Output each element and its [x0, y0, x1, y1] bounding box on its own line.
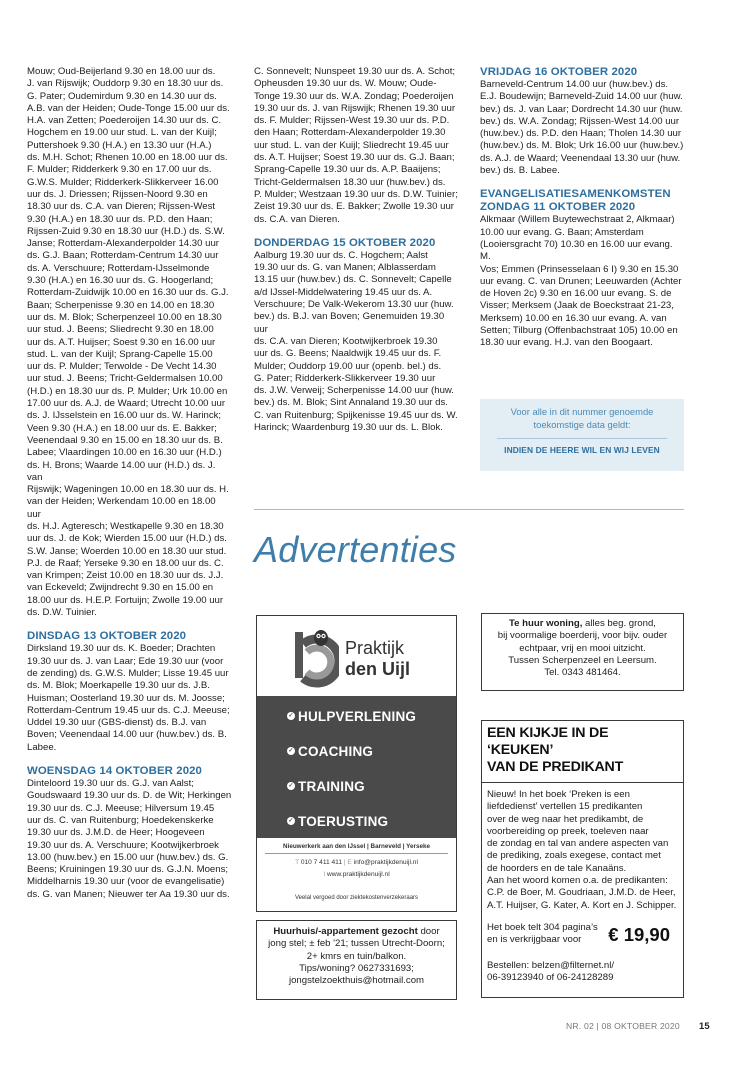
check-icon: ✓ — [288, 818, 294, 825]
check-icon: ✓ — [288, 713, 294, 720]
text-line: Alkmaar (Willem Buytewechstraat 2, Alkmaar) — [480, 214, 675, 226]
ad-line: Tips/woning? 0627331693; — [299, 962, 414, 974]
service-label: TRAINING — [298, 779, 365, 794]
ads-divider — [254, 509, 684, 510]
text-line: bev.) ds. J. van Laar; Dordrecht 14.30 uur (huw. — [480, 103, 683, 115]
text-line: ds. H. Brons; Waarde 14.00 uur (H.D.) ds. J. van — [27, 459, 216, 483]
text-line: 10.00 uur evang. G. Baan; Amsterdam — [480, 226, 644, 238]
text-line: Hogchem en 19.00 uur stud. L. van der Kuijl; — [27, 127, 217, 139]
text-line: G. Pater; Oudemirdum 9.30 en 14.30 uur ds. — [27, 90, 217, 102]
text-line: Harinck; Waardenburg 19.30 uur ds. L. Blok. — [254, 422, 443, 434]
text-line: uur stud. J. Beens; Sliedrecht 9.30 en 18.00 — [27, 324, 214, 336]
text-line: ds. H.J. Agteresch; Westkapelle 9.30 en 18.30 — [27, 520, 224, 532]
text-line: Labee; Vlaardingen 10.00 en 16.30 uur (H.D.) — [27, 447, 222, 459]
text-line: 19.30 uur ds. A. Verschuure; Kootwijkerbroek — [27, 839, 219, 851]
text-line: 19.30 uur ds. C.J. Meeuse; Hilversum 19.45 — [27, 802, 215, 814]
listing-paragraph — [27, 66, 232, 619]
text-line: C. van Ruitenburg; Spijkenisse 19.45 uur ds. W. — [254, 409, 458, 421]
text-line: stud. L. van der Kuijl; Sprang-Capelle 15.00 — [27, 348, 213, 360]
book-order-line: 06-39123940 of 06-24128289 — [487, 972, 614, 984]
contact-divider — [265, 853, 448, 854]
text-line: Middelharnis 19.30 uur (voor de evangelisatie) — [27, 876, 225, 888]
ad-book-preken — [481, 720, 684, 998]
ad-house-wanted-title: Huurhuis/-appartement gezocht — [273, 926, 418, 937]
text-line: G. Pater; Ridderkerk-Slikkerveer 19.30 uur — [254, 372, 436, 384]
location-list: Nieuwerkerk aan den IJssel | Barneveld | Yerseke — [283, 843, 430, 850]
text-line: 19.30 uur ds. J.M.D. de Heer; Hoogeveen — [27, 827, 205, 839]
text-line: Huisman; Oosterland 19.30 uur ds. M. Joosse; — [27, 692, 225, 704]
text-line: 13.15 uur (huw.bev.) ds. C. Sonnevelt; Capelle — [254, 274, 452, 286]
ad-house-for-rent-title: Te huur woning, — [509, 618, 583, 629]
text-line: E.J. Boudewijn; Barneveld-Zuid 14.00 uur (huw. — [480, 91, 683, 103]
text-line: ds. J.W. Verweij; Scherpenisse 14.00 uur (huw. — [254, 385, 454, 397]
text-line: Mulder; Ouddorp 19.00 uur (openb. bel.) ds. — [254, 360, 442, 372]
text-line: uur ds. P. Mulder; Terwolde - De Vecht 14.30 — [27, 361, 217, 373]
text-line: den Haan; Rotterdam-Alexanderpolder 19.30 — [254, 127, 446, 139]
text-line: ds. A. Verschuure; Rotterdam-IJsselmonde — [27, 262, 210, 274]
text-line: Baan; Scherpenisse 9.30 en 14.00 en 18.30 — [27, 299, 215, 311]
listing-paragraph — [27, 778, 232, 901]
day-heading-sunday: ZONDAG 11 OKTOBER 2020 — [480, 201, 636, 214]
owl-d-logo-icon — [291, 622, 339, 694]
contact-line: T 010 7 411 411 | E info@praktijkdenuijl.nl — [295, 859, 418, 866]
day-heading-friday: VRIJDAG 16 OKTOBER 2020 — [480, 66, 638, 78]
notice-line: Voor alle in dit nummer genoemde — [510, 406, 654, 417]
text-line: Rotterdam-Centrum 19.45 uur ds. C.J. Meeuse; — [27, 704, 230, 716]
ads-heading: Advertenties — [254, 529, 457, 570]
text-line: 18.30 uur ds. C.A. van Dieren; Rijssen-West — [27, 201, 216, 213]
text-line: Aan het woord komen o.a. de predikanten: — [487, 875, 668, 887]
text-line: uur ds. C. van Ruitenburg; Hoedekenskerke — [27, 814, 214, 826]
text-line: de zending) ds. G.W.S. Mulder; Lisse 19.45 uur — [27, 667, 229, 679]
email-address: info@praktijkdenuijl.nl — [353, 859, 418, 866]
text-line: Goudswaard 19.30 uur ds. D. de Wit; Herkingen — [27, 790, 232, 802]
ad-text: door — [417, 926, 440, 937]
text-line: Rijssen-Zuid 9.30 en 18.30 uur (H.D.) ds. S.W. — [27, 225, 225, 237]
text-line: Mouw; Oud-Beijerland 9.30 en 18.00 uur ds. — [27, 66, 216, 77]
text-line: Zeist 19.30 uur ds. E. Bakker; Zwolle 19.30 uur — [254, 201, 454, 213]
ad-line: jong stel; ± feb '21; tussen Utrecht-Doorn; — [268, 938, 445, 950]
text-line: Sprang-Capelle 19.30 uur ds. A.P. Baaijens; — [254, 164, 441, 176]
text-line: uur stud. L. van der Kuijl; Sliedrecht 19.45 uur — [254, 139, 449, 151]
text-line: bev.) ds. B. Labee. — [480, 165, 560, 177]
ad-text: alles beg. grond, — [582, 618, 656, 629]
phone-number: 010 7 411 411 — [300, 859, 343, 866]
book-order-info — [487, 960, 678, 985]
text-line: H.A. van Zetten; Poederoijen 14.30 uur ds. C. — [27, 115, 222, 127]
text-line: ds. A.J. de Waard; Veenendaal 13.30 uur (huw. — [480, 152, 681, 164]
text-line: (huw.bev.) ds. M. Blok; Urk 16.00 uur (huw.bev.) — [480, 140, 684, 152]
text-line: J. van Rijswijk; Ouddorp 9.30 en 18.30 uur ds. — [27, 78, 224, 90]
text-line: ds. G. van Manen; Nieuwer ter Aa 19.30 uur ds. — [27, 888, 230, 900]
text-line: de Hoven 2c) 9.30 en 16.00 uur evang. S. de — [480, 288, 672, 300]
text-line: Verschuure; De Valk-Wekerom 13.30 uur (huw. — [254, 299, 454, 311]
text-line: 19.30 uur ds. G. van Manen; Alblasserdam — [254, 262, 436, 274]
ad-line: 2+ kmrs en tuin/balkon. — [306, 950, 407, 962]
text-line: Merksem) 10.00 en 16.30 uur evang. A. van — [480, 312, 667, 324]
text-line: (Looiersgracht 70) 10.30 en 16.00 uur evang. M. — [480, 238, 673, 263]
text-line: Opheusden 19.30 uur ds. W. Mouw; Oude- — [254, 78, 437, 90]
text-line: de prediking, zoals exegese, contact met — [487, 850, 661, 862]
book-ad-title — [487, 725, 678, 776]
book-price: € 19,90 — [608, 923, 670, 945]
text-line: Veenendaal 9.30 en 15.00 en 18.30 uur ds. B. — [27, 434, 223, 446]
service-item — [287, 744, 373, 759]
book-ad-title-line: EEN KIJKJE IN DE ‘KEUKEN’ — [487, 725, 609, 758]
text-line: liefdedienst’ vertellen 15 predikanten — [487, 801, 643, 813]
ad-praktijk-den-uijl — [256, 615, 457, 912]
website: www.praktijkdenuijl.nl — [327, 871, 390, 878]
text-line: uur ds. J. de Kok; Wierden 15.00 uur (H.D.) ds. — [27, 533, 227, 545]
section-heading-evangelisation: EVANGELISATIESAMENKOMSTEN — [480, 188, 671, 201]
text-line: de hoorders en de tale Kanaäns. — [487, 862, 627, 874]
text-line: 9.30 (H.A.) en 16.30 uur ds. G. Hoogerland; — [27, 275, 214, 287]
text-line: Visser; Merksem (Jaak de Boeckstraat 21-23, — [480, 300, 674, 312]
column-right — [480, 66, 685, 350]
service-item — [287, 709, 416, 724]
ad-house-for-rent — [481, 613, 684, 691]
book-price-line: Het boek telt 304 pagina’s — [487, 921, 598, 933]
text-line: 13.00 (huw.bev.) en 15.00 uur (huw.bev.) ds. G. — [27, 851, 229, 863]
brand-name: Praktijk — [345, 638, 405, 658]
ad-line: Tussen Scherpenzeel en Leersum. — [508, 654, 657, 666]
service-item — [287, 779, 365, 794]
column-left — [27, 66, 232, 901]
text-line: A.B. van der Heiden; Oude-Tonge 15.00 uur ds. — [27, 102, 230, 114]
text-line: Tonge 19.30 uur ds. W.A. Zondag; Poederoijen — [254, 90, 454, 102]
listing-paragraph — [254, 66, 459, 226]
text-line: ds. A.T. Huijser; Soest 19.30 uur ds. G.J. Baan; — [254, 152, 455, 164]
web-line — [257, 871, 456, 878]
text-line: Nieuw! In het boek ‘Preken is een — [487, 789, 630, 800]
text-line: voorbereiding op preek, toeleven naar — [487, 825, 649, 837]
text-line: Puttershoek 9.30 (H.A.) en 13.30 uur (H.A.) — [27, 139, 212, 151]
issue-info: NR. 02 | 08 OKTOBER 2020 — [566, 1021, 680, 1031]
ad-house-wanted — [256, 920, 457, 1000]
text-line: ds. M. Blok; Moerkapelle 19.30 uur ds. J.B. — [27, 680, 210, 692]
text-line: (H.D.) en 18.30 uur ds. P. Mulder; Urk 10.00 en — [27, 385, 228, 397]
book-ad-body — [487, 789, 678, 912]
text-line: ds. G.J. Baan; Rotterdam-Centrum 14.30 uur — [27, 250, 219, 262]
text-line: Barneveld-Centrum 14.00 uur (huw.bev.) ds. — [480, 79, 669, 90]
text-line: P.J. de Raaf; Yerseke 9.30 en 18.00 uur ds. C. — [27, 557, 224, 569]
services-panel — [257, 696, 456, 838]
text-line: Aalburg 19.30 uur ds. C. Hogchem; Aalst — [254, 249, 428, 261]
insurance-note: Veelal vergoed door ziektekostenverzekeraars — [294, 895, 419, 901]
text-line: P. Mulder; Westzaan 19.30 uur ds. D.W. Tuinier; — [254, 188, 458, 200]
book-price-line: en is verkrijgbaar voor — [487, 934, 582, 946]
text-line: G.W.S. Mulder; Ridderkerk-Slikkerveer 16.00 — [27, 176, 219, 188]
text-line: Rotterdam-Zuidwijk 10.00 en 16.30 uur ds. G.J. — [27, 287, 229, 299]
text-line: 18.00 uur ds. H.E.P. Fortuijn; Zwolle 19.00 uur — [27, 594, 224, 606]
text-line: Rijswijk; Wageningen 10.00 en 18.30 uur ds. H. — [27, 484, 229, 496]
text-line: uur ds. G. Beens; Naaldwijk 19.45 uur ds. F. — [254, 348, 442, 360]
page-number: 15 — [699, 1020, 710, 1031]
service-label: TOERUSTING — [298, 814, 389, 829]
text-line: over de weg naar het predikambt, de — [487, 813, 644, 825]
service-label: HULPVERLENING — [298, 709, 417, 724]
text-line: uur ds. A.T. Huijser; Soest 9.30 en 16.00 uur — [27, 336, 216, 348]
brand-name-bold: den Uijl — [345, 659, 411, 679]
web-label: I — [323, 871, 326, 878]
book-price-text — [487, 922, 617, 947]
text-line: a/d IJssel-Middelwatering 19.45 uur ds. A. — [254, 286, 433, 298]
text-line: van Eckeveld; Zwijndrecht 9.30 en 15.00 en — [27, 582, 214, 594]
text-line: ds. D.W. Tuinier. — [27, 607, 97, 619]
service-label: COACHING — [298, 744, 374, 759]
check-icon: ✓ — [288, 783, 294, 790]
text-line: Janse; Rotterdam-Alexanderpolder 14.30 uur — [27, 238, 219, 250]
text-line: 19.30 uur ds. J. van Laar; Ede 19.30 uur (voor — [27, 655, 224, 667]
day-heading-wednesday: WOENSDAG 14 OKTOBER 2020 — [27, 765, 202, 778]
book-ad-title-line: VAN DE PREDIKANT — [487, 759, 624, 775]
text-line: A.T. Huijser, G. Kater, A. Kort en J. Schipper. — [487, 899, 677, 911]
text-line: 17.00 uur ds. A.J. de Waard; Utrecht 10.00 uur — [27, 398, 226, 410]
text-line: uur stud. J. Beens; Tricht-Geldermalsen 10.00 — [27, 373, 223, 385]
service-item — [287, 814, 388, 829]
book-ad-divider — [482, 782, 683, 783]
text-line: Beens; Kruiningen 19.30 uur ds. G.J.N. Moens; — [27, 864, 229, 876]
day-heading-tuesday: DINSDAG 13 OKTOBER 2020 — [27, 630, 187, 643]
text-line: 18.30 uur evang. H.J. van den Boogaart. — [480, 337, 653, 349]
text-line: Labee. — [27, 741, 57, 753]
text-line: uur ds. M. Blok; Scherpenzeel 10.00 en 18.30 — [27, 311, 222, 323]
text-line: C.P. de Boer, M. Goudriaan, J.M.D. de Heer, — [487, 887, 676, 899]
text-line: Boven; Veenendaal 14.00 uur (huw.bev.) ds. B. — [27, 729, 227, 741]
page-footer — [566, 1020, 710, 1031]
text-line: ds. J. IJsselstein en 16.00 uur ds. W. Harinck; — [27, 410, 222, 422]
book-price-row — [487, 922, 678, 948]
listing-paragraph — [480, 79, 685, 177]
notice-line: toekomstige data geldt: — [533, 419, 631, 430]
text-line: (huw.bev.) ds. P.D. den Haan; Tholen 14.30 uur — [480, 128, 682, 140]
text-line: bev.) ds. B.J. van Boven; Genemuiden 19.30 uur — [254, 311, 445, 335]
text-line: 19.30 uur ds. J. van Rijswijk; Rhenen 19.30 uur — [254, 102, 456, 114]
text-line: de zondag en tal van andere aspecten van — [487, 838, 669, 850]
text-line: uur evang. C. van Drunen; Leeuwarden (Achter — [480, 275, 682, 287]
text-line: Tricht-Geldermalsen 18.30 uur (huw.bev.) ds. — [254, 176, 446, 188]
text-line: van der Heiden; Werkendam 10.00 en 18.00 uur — [27, 496, 216, 520]
text-line: van Krimpen; Zeist 10.00 en 18.30 uur ds. J.J. — [27, 570, 224, 582]
text-line: bev.) ds. M. Blok; Sint Annaland 19.30 uur ds. — [254, 397, 448, 409]
column-middle — [254, 66, 459, 434]
text-line: C. Sonnevelt; Nunspeet 19.30 uur ds. A. Schot; — [254, 66, 456, 77]
text-line: Vos; Emmen (Prinsesselaan 6 I) 9.30 en 15.30 — [480, 263, 679, 275]
text-line: ds. F. Mulder; Rijssen-West 19.30 uur ds. P.D. — [254, 115, 450, 127]
text-line: Uddel 19.30 uur (GBS-dienst) ds. B.J. van — [27, 717, 207, 729]
notice-box — [480, 399, 684, 471]
text-line: S.W. Janse; Woerden 10.00 en 18.30 uur stud. — [27, 545, 227, 557]
ad-line: echtpaar, vrij en mooi uitzicht. — [519, 642, 646, 654]
text-line: Setten; Tilburg (Offenbachstraat 105) 10.00 en — [480, 325, 678, 337]
notice-divider — [497, 438, 667, 439]
check-icon: ✓ — [288, 748, 294, 755]
ad-line: Tel. 0343 481464. — [544, 667, 621, 679]
text-line: Dirksland 19.30 uur ds. K. Boeder; Drachten — [27, 643, 216, 655]
ad-line: jongstelzoekthuis@hotmail.com — [288, 975, 425, 987]
listing-paragraph — [480, 214, 685, 349]
notice-motto: INDIEN DE HEERE WIL EN WIJ LEVEN — [504, 445, 660, 455]
tel-label: T — [295, 859, 299, 866]
day-heading-thursday: DONDERDAG 15 OKTOBER 2020 — [254, 236, 436, 249]
text-line: ds. C.A. van Dieren. — [254, 213, 340, 225]
ad-line: bij voormalige boerderij, voor bijv. ouder — [497, 630, 668, 642]
text-line: uur ds. J. Driessen; Rijssen-Noord 9.30 en — [27, 188, 208, 200]
text-line: ds. M.H. Schot; Rhenen 10.00 en 18.00 uur ds. — [27, 152, 228, 164]
text-line: 9.30 (H.A.) en 18.30 uur ds. P.D. den Haan; — [27, 213, 213, 225]
text-line: F. Mulder; Ridderkerk 9.30 en 17.00 uur ds. — [27, 164, 212, 176]
text-line: bev.) ds. W.A. Zondag; Rijssen-West 14.00 uur — [480, 115, 680, 127]
listing-paragraph — [27, 643, 232, 754]
listing-paragraph — [254, 250, 459, 434]
text-line: Veen 9.30 (H.A.) en 18.00 uur ds. E. Bakker; — [27, 422, 217, 434]
text-line: ds. C.A. van Dieren; Kootwijkerbroek 19.30 — [254, 335, 438, 347]
book-order-line: Bestellen: belzen@filternet.nl/ — [487, 959, 615, 971]
text-line: Dinteloord 19.30 uur ds. G.J. van Aalst; — [27, 778, 194, 790]
email-label: E — [347, 859, 352, 866]
